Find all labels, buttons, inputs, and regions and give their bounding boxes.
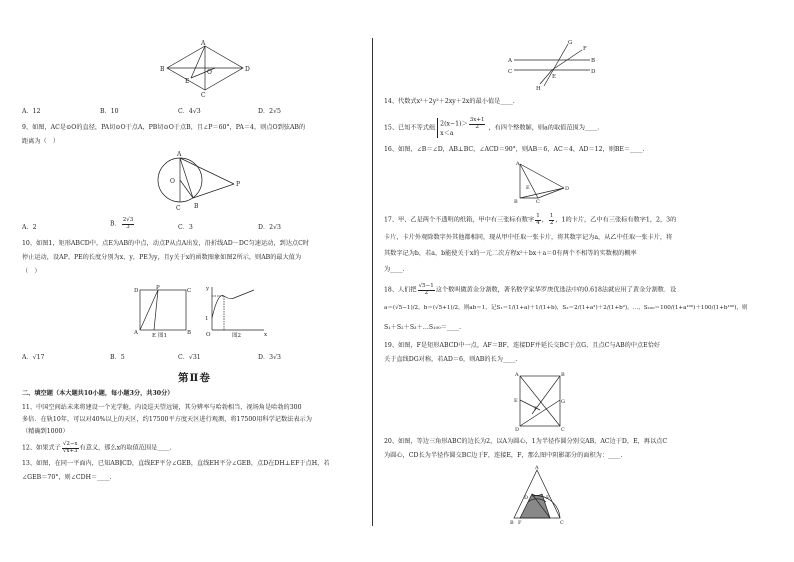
q10-option-b: B．5 xyxy=(110,354,125,361)
svg-text:H: H xyxy=(536,86,541,92)
svg-text:B: B xyxy=(514,199,518,204)
svg-text:E: E xyxy=(546,495,550,501)
q10-fig2-label: 图2 xyxy=(232,333,241,339)
svg-text:F: F xyxy=(583,46,587,52)
q10-text-line1: 10、如图1，矩形ABCD中，点E为AB的中点，动点P从点A出发，沿折线AD－DC匀速运动，到达点C时 xyxy=(22,240,310,247)
svg-text:A: A xyxy=(201,40,206,47)
svg-text:C: C xyxy=(201,92,206,98)
q11-text-line3: （精确到1000） xyxy=(22,428,69,435)
q8-option-a: A．12 xyxy=(22,108,41,115)
q15-row1-denominator: 2 xyxy=(475,123,479,130)
q18-text-line3: S₁＋S₂＋S₃＋…S₁₀₀＝____. xyxy=(384,324,462,331)
q10-option-a: A．√17 xyxy=(22,354,45,361)
q9-option-a: A．2 xyxy=(22,224,37,231)
q9-optb-numerator: 2√3 xyxy=(122,217,134,223)
q18-text-line1: 18、人们把 $\frac{√5-1}{2}$ 这个数叫做黄金分割数，著名数学家华罗庚优选法中的0.618法就应用了黄金分割数．设 xyxy=(384,283,677,296)
q9-circle-tangent-figure xyxy=(148,150,248,212)
column-divider xyxy=(372,38,373,526)
svg-text:C: C xyxy=(508,69,513,75)
q8-option-c: C．4√3 xyxy=(178,108,201,115)
svg-text:G: G xyxy=(561,399,565,405)
q10-option-c: C．√31 xyxy=(178,354,201,361)
q18-text-line2: a＝(√5−1)/2，b＝(√5+1)/2，则ab＝1，记S₁＝1/(1+a)＋1/(1+b)，S₂＝2/(1+a²)＋2/(1+b²)，…，S₁₀₀＝100/(1+a¹⁰⁰)＋100/(1+b¹⁰⁰)，则 xyxy=(384,305,748,311)
svg-text:A: A xyxy=(508,58,512,64)
svg-text:B: B xyxy=(510,520,514,526)
svg-text:C: C xyxy=(176,205,181,212)
q17-text-line3: 其数字记为b，若a，b能使关于x的一元二次方程x²＋bx＋a＝0有两个不相等的实数根的概率 xyxy=(384,250,637,257)
q19-rectangle-figure xyxy=(512,370,566,432)
svg-text:A: A xyxy=(516,161,520,167)
svg-text:O: O xyxy=(206,332,211,338)
svg-text:D: D xyxy=(245,66,250,73)
q12-denominator: √x+3 xyxy=(62,447,78,454)
q9-option-b: B． $\frac{2√3}{3}$ xyxy=(110,217,134,230)
svg-text:E: E xyxy=(526,185,530,191)
svg-text:B: B xyxy=(187,330,192,336)
q9-option-c: C．3 xyxy=(178,224,193,231)
svg-text:E: E xyxy=(514,398,518,404)
part2-heading: 二、填空题（本大题共10小题，每小题3分，共30分） xyxy=(22,390,174,397)
svg-text:D: D xyxy=(591,69,596,75)
q13-text-line2: ∠GEB＝70°，则∠CDH＝____. xyxy=(22,474,112,481)
q11-text-line2: 多倍．在轨10年，可以对40%以上的天区，约17500平方度天区进行观测，将17500用科学记数法表示为 xyxy=(22,416,312,423)
q12-numerator: √2−x xyxy=(62,441,78,447)
svg-text:P: P xyxy=(236,181,241,188)
svg-text:A: A xyxy=(177,151,182,158)
svg-text:1: 1 xyxy=(205,316,209,322)
svg-text:D: D xyxy=(565,186,570,192)
q15-row2: x＜a xyxy=(440,130,454,138)
q8-option-b: B．10 xyxy=(100,108,119,115)
svg-text:C: C xyxy=(561,427,565,432)
q20-text-line2: 为圆心，CD长为半径作圆交BC边于F，连接E，F，那么图中阴影部分的面积为：____. xyxy=(384,452,623,459)
q9-text-line2: 距离为（ ） xyxy=(22,138,60,145)
q19-text-line2: 关于直线DG对称，若AD＝6，则AB的长为____. xyxy=(384,356,518,363)
q17-text-line2: 卡片，卡片外观除数字外其他都相同，现从甲中任取一张卡片，将其数字记为a，从乙中任取一张卡片，将 xyxy=(384,234,673,241)
q13-text-line1: 13、如图，在同一平面内，已知AB∥CD，直线EF平分∠GEB，直线EH平分∠GEB，点D在DH⊥EF于点H，若 xyxy=(22,460,330,467)
svg-text:x: x xyxy=(264,332,268,338)
q15-row1-numerator: 3x+1 xyxy=(469,117,485,123)
q8-option-d: D．2√5 xyxy=(258,108,281,115)
q15-text: 15、已知不等式组 2(x−1)＞ $\frac{3x+1}{2}$ x＜a ，有四个整数解，则a的取值范围为____. xyxy=(384,117,600,138)
svg-text:E: E xyxy=(185,78,190,85)
section-title: 第Ⅱ卷 xyxy=(178,372,211,384)
q12-text: 12、如果式子 $\frac{√2-x}{√x+3}$ 有意义，那么x的取值范围是____. xyxy=(22,441,172,454)
svg-text:E: E xyxy=(552,74,557,80)
q14-text: 14、代数式x²＋2y²＋2xy＋2x的最小值是____. xyxy=(384,98,515,105)
svg-text:A: A xyxy=(535,465,539,471)
q9-text-line1: 9、如图，AC是⊙O的直径，PA切⊙O于点A，PB切⊙O于点B，且∠P＝60°，PA＝4，则点O到弦AB的 xyxy=(22,124,306,131)
svg-text:G: G xyxy=(568,40,573,46)
svg-text:C: C xyxy=(187,288,192,294)
svg-text:D: D xyxy=(524,495,529,501)
q9-option-d: D．2√3 xyxy=(258,224,281,231)
q10-option-d: D．3√3 xyxy=(258,354,281,361)
svg-text:O: O xyxy=(207,69,212,76)
svg-text:A: A xyxy=(134,330,138,336)
left-column xyxy=(0,0,372,562)
svg-text:A: A xyxy=(515,372,519,378)
svg-text:C: C xyxy=(536,199,540,204)
svg-text:B: B xyxy=(591,58,596,64)
right-column xyxy=(378,0,794,562)
svg-text:E: E xyxy=(152,333,157,339)
svg-text:P: P xyxy=(156,285,160,291)
q16-text: 16、如图，∠B＝∠D，AB⊥BC，∠ACD＝90°，则AB＝6，AC＝4，AD＝12，则BE＝____. xyxy=(384,146,645,153)
q9-optb-denominator: 3 xyxy=(126,223,130,230)
q15-row1-left: 2(x−1) xyxy=(440,120,462,128)
svg-text:B: B xyxy=(561,372,565,378)
svg-text:D: D xyxy=(134,288,139,294)
svg-text:O: O xyxy=(170,178,175,185)
q8-rhombus-figure xyxy=(155,40,255,98)
q20-triangle-shaded-figure xyxy=(510,464,568,526)
q10-fig1-label: 图1 xyxy=(158,333,167,339)
q10-text-line2: 停止运动，设AP、PE的长度分别为x、y，PE为y，且y关于x的函数图象如图2所示，则AB的最大值为 xyxy=(22,254,302,261)
q20-text-line1: 20、如图，等边三角形ABC的边长为2，以A为圆心，1为半径作圆分别交AB，AC边于D，E，再以点C xyxy=(384,438,668,445)
svg-text:F: F xyxy=(518,520,522,526)
svg-text:B: B xyxy=(160,66,165,73)
q17-text-line4: 为____. xyxy=(384,266,405,273)
svg-text:y: y xyxy=(206,286,210,292)
svg-text:D: D xyxy=(515,427,520,432)
q16-triangle-figure xyxy=(512,160,572,204)
svg-text:C: C xyxy=(560,520,564,526)
svg-text:B: B xyxy=(194,203,199,210)
q13-parallel-lines-figure xyxy=(506,38,596,92)
q19-text-line1: 19、如图，F是矩形ABCD中一点，AF＝BF，连接DF并延长交BC于点G，且点C与AB的中点E恰好 xyxy=(384,342,661,349)
svg-text:F: F xyxy=(534,406,538,412)
q17-text-line1: 17、甲、乙是两个不透明的纸箱，甲中有三张标有数字 $\frac{1}{4}$ ， $\frac{1}{2}$ ，1的卡片，乙中有三张标有数字1，2，3的 xyxy=(384,213,677,226)
q10-text-line3: （ ） xyxy=(22,268,41,275)
q11-text-line1: 11、中国空间站未来将建设一个光学舱，内设巡天望远镜，其分辨率与哈勃相当，视场角是哈勃的300 xyxy=(22,404,302,411)
